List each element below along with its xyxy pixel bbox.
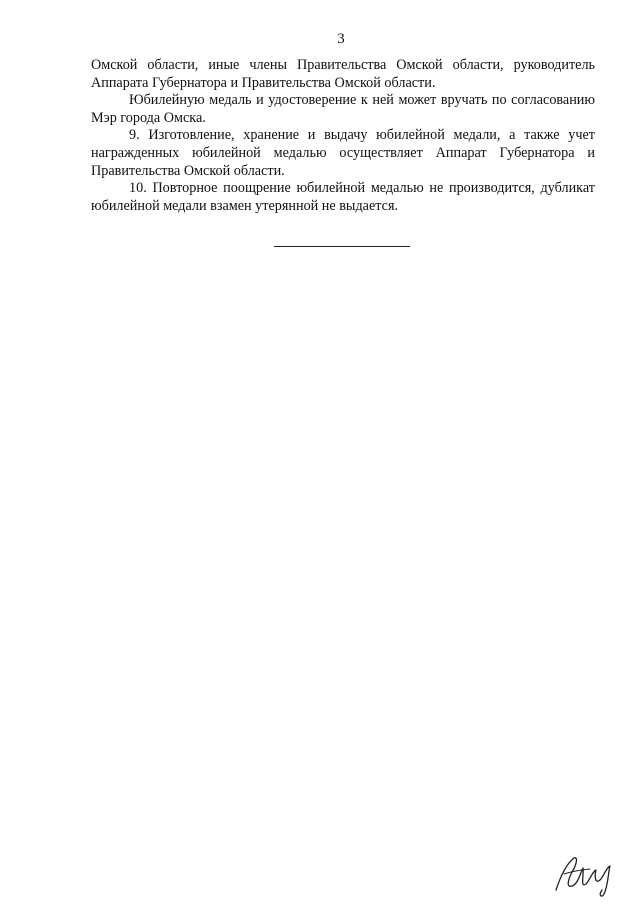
paragraph-continuation: Омской области, иные члены Правительства Омской области, руководитель Аппарата Губернатора и Правительства Омской области. bbox=[91, 57, 595, 91]
paragraph-item-10: 10. Повторное поощрение юбилейной медалью не производится, дубликат юбилейной медали взамен утерянной не выдается. bbox=[91, 180, 595, 214]
end-of-text-rule bbox=[274, 246, 410, 247]
document-body bbox=[91, 57, 595, 215]
paragraph-medal-presentation: Юбилейную медаль и удостоверение к ней может вручать по согласованию Мэр города Омска. bbox=[91, 92, 595, 126]
paragraph-item-9: 9. Изготовление, хранение и выдачу юбилейной медали, а также учет награжденных юбилейной медалью осуществляет Аппарат Губернатора и Правительства Омской области. bbox=[91, 127, 595, 179]
page-number: 3 bbox=[337, 31, 345, 47]
handwritten-initials bbox=[550, 850, 620, 900]
